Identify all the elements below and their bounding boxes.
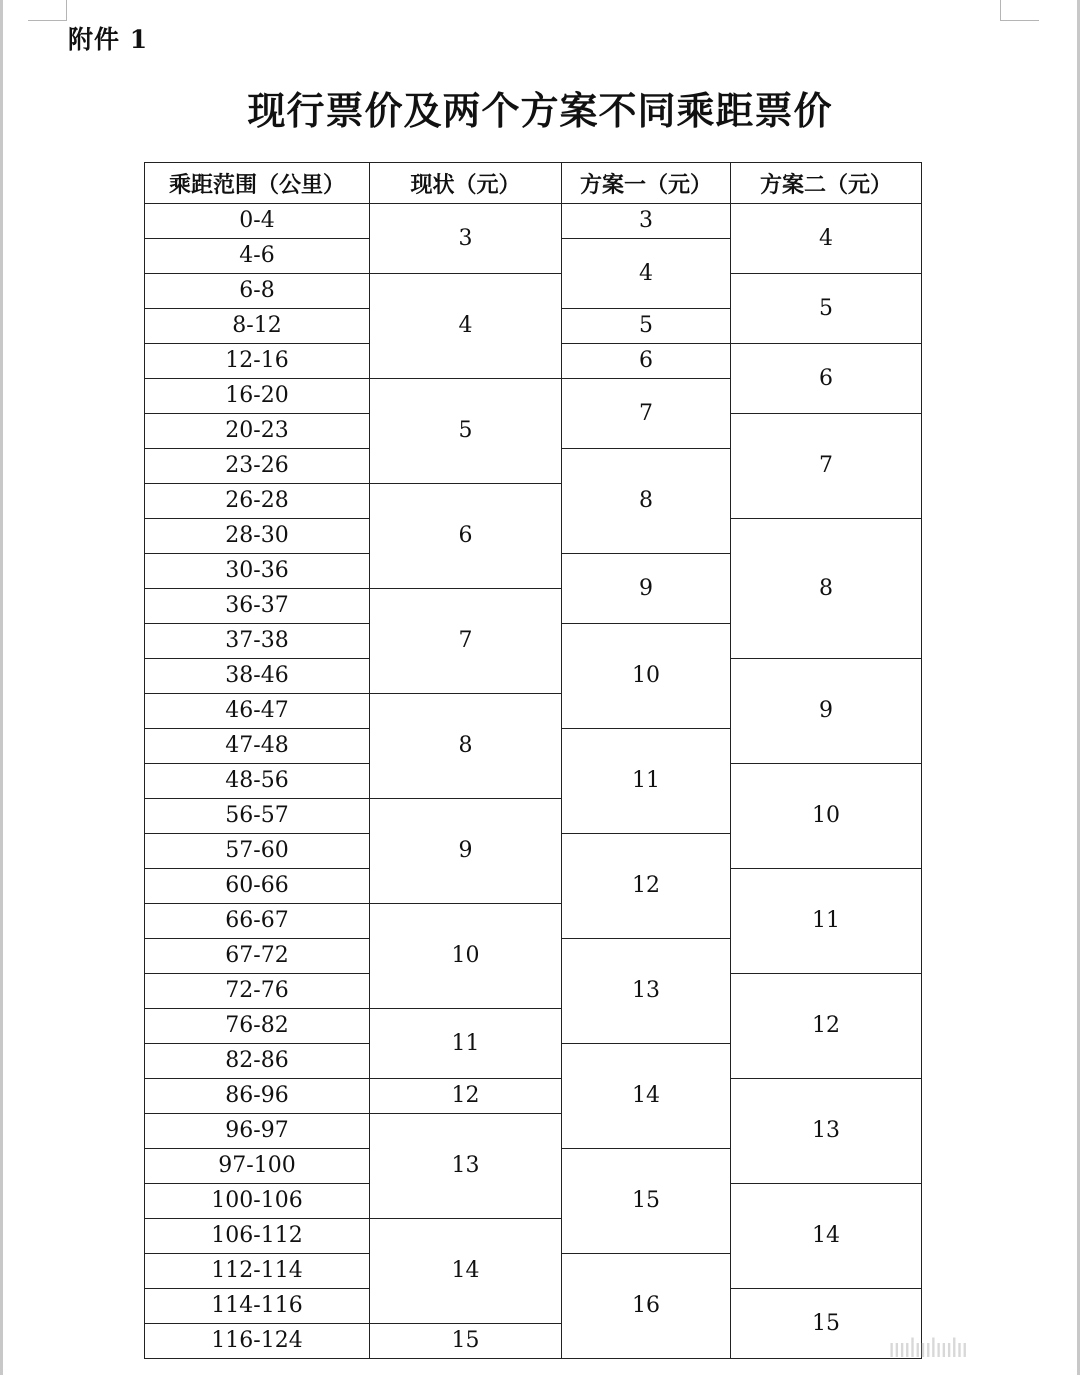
current-fare-cell: 10 <box>370 904 562 1009</box>
plan-one-fare-cell: 8 <box>562 449 731 554</box>
plan-two-fare-cell: 8 <box>731 519 922 659</box>
table-row <box>145 274 922 309</box>
plan-one-fare-cell: 3 <box>562 204 731 239</box>
distance-range-cell: 96-97 <box>145 1114 370 1149</box>
plan-two-fare-cell: 9 <box>731 659 922 764</box>
document-title: 现行票价及两个方案不同乘距票价 <box>247 88 833 133</box>
plan-one-fare-cell: 9 <box>562 554 731 624</box>
distance-range-cell: 46-47 <box>145 694 370 729</box>
current-fare-cell: 8 <box>370 694 562 799</box>
current-fare-cell: 3 <box>370 204 562 274</box>
current-fare-cell: 15 <box>370 1324 562 1359</box>
current-fare-cell: 7 <box>370 589 562 694</box>
distance-range-cell: 38-46 <box>145 659 370 694</box>
current-fare-cell: 9 <box>370 799 562 904</box>
current-fare-cell: 6 <box>370 484 562 589</box>
current-fare-cell: 5 <box>370 379 562 484</box>
current-fare-cell: 14 <box>370 1219 562 1324</box>
plan-one-fare-cell: 15 <box>562 1149 731 1254</box>
distance-range-cell: 26-28 <box>145 484 370 519</box>
distance-range-cell: 86-96 <box>145 1079 370 1114</box>
plan-one-fare-cell: 13 <box>562 939 731 1044</box>
distance-range-cell: 72-76 <box>145 974 370 1009</box>
distance-range-cell: 76-82 <box>145 1009 370 1044</box>
header-plan-one-fare: 方案一（元） <box>562 163 731 204</box>
distance-range-cell: 47-48 <box>145 729 370 764</box>
distance-range-cell: 28-30 <box>145 519 370 554</box>
plan-two-fare-cell: 15 <box>731 1289 922 1359</box>
current-fare-cell: 4 <box>370 274 562 379</box>
distance-range-cell: 6-8 <box>145 274 370 309</box>
distance-range-cell: 8-12 <box>145 309 370 344</box>
distance-range-cell: 100-106 <box>145 1184 370 1219</box>
plan-one-fare-cell: 16 <box>562 1254 731 1359</box>
header-distance-range: 乘距范围（公里） <box>145 163 370 204</box>
plan-two-fare-cell: 11 <box>731 869 922 974</box>
page-edge-left <box>0 0 3 1375</box>
distance-range-cell: 0-4 <box>145 204 370 239</box>
plan-one-fare-cell: 14 <box>562 1044 731 1149</box>
distance-range-cell: 67-72 <box>145 939 370 974</box>
table-header-row <box>145 163 922 204</box>
distance-range-cell: 82-86 <box>145 1044 370 1079</box>
current-fare-cell: 11 <box>370 1009 562 1079</box>
table-row <box>145 204 922 239</box>
plan-one-fare-cell: 6 <box>562 344 731 379</box>
crop-mark-top-right <box>1000 0 1039 21</box>
plan-one-fare-cell: 7 <box>562 379 731 449</box>
distance-range-cell: 36-37 <box>145 589 370 624</box>
plan-one-fare-cell: 4 <box>562 239 731 309</box>
plan-two-fare-cell: 5 <box>731 274 922 344</box>
plan-one-fare-cell: 11 <box>562 729 731 834</box>
attachment-label: 附件 1 <box>68 25 149 54</box>
plan-two-fare-cell: 10 <box>731 764 922 869</box>
header-plan-two-fare: 方案二（元） <box>731 163 922 204</box>
distance-range-cell: 112-114 <box>145 1254 370 1289</box>
plan-two-fare-cell: 7 <box>731 414 922 519</box>
plan-one-fare-cell: 12 <box>562 834 731 939</box>
distance-range-cell: 56-57 <box>145 799 370 834</box>
current-fare-cell: 13 <box>370 1114 562 1219</box>
header-current-fare: 现状（元） <box>370 163 562 204</box>
distance-range-cell: 20-23 <box>145 414 370 449</box>
crop-mark-top-left <box>28 0 67 21</box>
distance-range-cell: 37-38 <box>145 624 370 659</box>
fare-table-body <box>145 204 922 1359</box>
distance-range-cell: 16-20 <box>145 379 370 414</box>
fare-table <box>144 162 922 1359</box>
distance-range-cell: 97-100 <box>145 1149 370 1184</box>
distance-range-cell: 60-66 <box>145 869 370 904</box>
watermark: ıııılııılııılıı <box>888 1334 967 1364</box>
current-fare-cell: 12 <box>370 1079 562 1114</box>
plan-two-fare-cell: 4 <box>731 204 922 274</box>
distance-range-cell: 106-112 <box>145 1219 370 1254</box>
plan-two-fare-cell: 12 <box>731 974 922 1079</box>
distance-range-cell: 66-67 <box>145 904 370 939</box>
distance-range-cell: 116-124 <box>145 1324 370 1359</box>
distance-range-cell: 48-56 <box>145 764 370 799</box>
distance-range-cell: 4-6 <box>145 239 370 274</box>
distance-range-cell: 57-60 <box>145 834 370 869</box>
distance-range-cell: 12-16 <box>145 344 370 379</box>
plan-one-fare-cell: 10 <box>562 624 731 729</box>
distance-range-cell: 30-36 <box>145 554 370 589</box>
distance-range-cell: 114-116 <box>145 1289 370 1324</box>
plan-one-fare-cell: 5 <box>562 309 731 344</box>
plan-two-fare-cell: 13 <box>731 1079 922 1184</box>
table-row <box>145 1079 922 1114</box>
plan-two-fare-cell: 14 <box>731 1184 922 1289</box>
distance-range-cell: 23-26 <box>145 449 370 484</box>
plan-two-fare-cell: 6 <box>731 344 922 414</box>
